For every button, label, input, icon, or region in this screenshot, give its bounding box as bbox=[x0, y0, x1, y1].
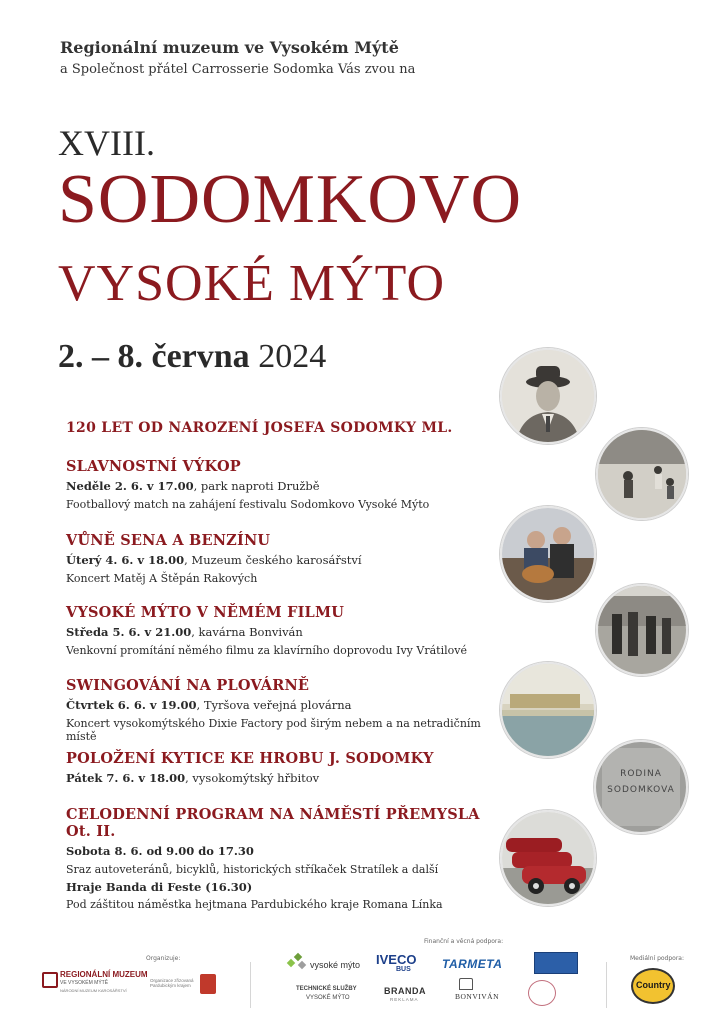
football-photo bbox=[596, 428, 688, 520]
decorative-logo-icon bbox=[528, 980, 556, 1006]
street-photo bbox=[596, 584, 688, 676]
grave-photo bbox=[594, 740, 688, 834]
country-radio-text: Country bbox=[636, 980, 671, 990]
event-item bbox=[66, 604, 506, 657]
event-heading: POLOŽENÍ KYTICE KE HROBU J. SODOMKY bbox=[66, 750, 434, 767]
tarmeta-logo: TARMETA bbox=[442, 957, 503, 971]
organizer-line-1: Regionální muzeum ve Vysokém Mýtě bbox=[60, 38, 399, 57]
event-time-place bbox=[66, 844, 506, 858]
anniversary-heading: 120 LET OD NAROZENÍ JOSEFA SODOMKY ML. bbox=[66, 420, 453, 436]
dates-year: 2024 bbox=[258, 338, 327, 375]
event-time-place bbox=[66, 553, 506, 567]
event-time-place bbox=[66, 771, 506, 785]
vysoke-myto-icon bbox=[286, 952, 308, 974]
event-time-place bbox=[66, 479, 506, 493]
event-heading: VYSOKÉ MÝTO V NĚMÉM FILMU bbox=[66, 604, 345, 621]
media-support-label: Mediální podpora: bbox=[630, 955, 684, 962]
event-item bbox=[66, 750, 506, 785]
event-time-place bbox=[66, 698, 506, 712]
event-heading: SLAVNOSTNÍ VÝKOP bbox=[66, 458, 241, 475]
event-place: , Muzeum českého karosářství bbox=[184, 553, 362, 567]
event-time: Sobota 8. 6. od 9.00 do 17.30 bbox=[66, 844, 254, 858]
event-heading: VŮNĚ SENA A BENZÍNU bbox=[66, 532, 271, 549]
grave-text-2: SODOMKOVA bbox=[607, 785, 675, 795]
regional-partner-text: Organizace zřizovaná Pardubickým krajem bbox=[150, 978, 194, 988]
organizer-line-2: a Společnost přátel Carrosserie Sodomka Vás zvou na bbox=[60, 62, 416, 77]
portrait-photo bbox=[500, 348, 596, 444]
pool-photo bbox=[500, 662, 596, 758]
event-time: Čtvrtek 6. 6. v 19.00 bbox=[66, 698, 197, 712]
iveco-logo: IVECO bbox=[376, 952, 417, 967]
pardubice-crest-icon bbox=[200, 974, 216, 994]
event-extra: Hraje Banda di Feste (16.30) bbox=[66, 880, 253, 894]
event-item bbox=[66, 806, 506, 894]
event-time-place bbox=[66, 625, 506, 639]
support-label: Finanční a věcná podpora: bbox=[424, 938, 504, 945]
bonvivan-logo: BONVIVÁN bbox=[455, 992, 499, 1001]
footer-divider bbox=[606, 962, 607, 1008]
event-item bbox=[66, 532, 506, 585]
event-description: Venkovní promítání němého filmu za klavírního doprovodu Ivy Vrátilové bbox=[66, 644, 467, 657]
organizers-label: Organizuje: bbox=[146, 955, 181, 962]
title-sodomkovo: SODOMKOVO bbox=[58, 161, 523, 238]
vysoke-myto-logo bbox=[286, 952, 361, 978]
branda-subtext: REKLAMA bbox=[390, 997, 419, 1002]
event-time: Pátek 7. 6. v 18.00 bbox=[66, 771, 186, 785]
event-place: , vysokomýtský hřbitov bbox=[185, 771, 320, 785]
bonvivan-icon bbox=[459, 978, 473, 990]
event-time: Středa 5. 6. v 21.00 bbox=[66, 625, 192, 639]
title-vysoke-myto: VYSOKÉ MÝTO bbox=[58, 255, 446, 312]
museum-logo bbox=[42, 970, 160, 1010]
event-description: Footballový match na zahájení festivalu Sodomkovo Vysoké Mýto bbox=[66, 498, 430, 511]
event-heading: SWINGOVÁNÍ NA PLOVÁRNĚ bbox=[66, 677, 310, 694]
event-heading: CELODENNÍ PROGRAM NA NÁMĚSTÍ PŘEMYSLA Ot. II. bbox=[66, 806, 480, 840]
pkn-logo-icon bbox=[534, 952, 578, 974]
festival-dates bbox=[58, 338, 326, 376]
event-time: Úterý 4. 6. v 18.00 bbox=[66, 553, 185, 567]
country-radio-logo bbox=[631, 968, 675, 1004]
event-time: Neděle 2. 6. v 17.00 bbox=[66, 479, 194, 493]
technical-services-line2: VYSOKÉ MÝTO bbox=[306, 995, 350, 1001]
museum-logo-line1: REGIONÁLNÍ MUZEUM bbox=[60, 970, 148, 979]
event-description: Koncert Matěj A Štěpán Rakových bbox=[66, 572, 258, 585]
museum-logo-line3: NÁRODNÍ MUZEUM KAROSÁŘSTVÍ bbox=[60, 988, 127, 993]
event-item bbox=[66, 677, 506, 743]
branda-logo: BRANDA bbox=[384, 986, 426, 996]
event-place: , kavárna Bonviván bbox=[191, 625, 303, 639]
event-place: , Tyršova veřejná plovárna bbox=[196, 698, 352, 712]
event-description: Sraz autoveteránů, bicyklů, historických stříkaček Stratílek a další bbox=[66, 863, 439, 876]
cars-photo bbox=[500, 810, 596, 906]
footer-divider bbox=[250, 962, 251, 1008]
museum-logo-line2: VE VYSOKÉM MÝTĚ bbox=[60, 980, 109, 986]
auspices-note: Pod záštitou náměstka hejtmana Pardubického kraje Romana Línka bbox=[66, 898, 443, 911]
event-place: , park naproti Družbě bbox=[193, 479, 320, 493]
event-item bbox=[66, 458, 506, 511]
edition-number: XVIII. bbox=[58, 123, 155, 163]
technical-services-line1: TECHNICKÉ SLUŽBY bbox=[296, 986, 357, 992]
dates-days: 2. – 8. června bbox=[58, 338, 250, 375]
museum-logo-icon bbox=[42, 972, 58, 988]
musicians-photo bbox=[500, 506, 596, 602]
grave-text-1: RODINA bbox=[620, 769, 662, 779]
vysoke-myto-text: vysoké mýto bbox=[310, 960, 361, 970]
iveco-bus-text: BUS bbox=[396, 966, 411, 973]
event-description: Koncert vysokomýtského Dixie Factory pod širým nebem a na netradičním místě bbox=[66, 717, 481, 743]
